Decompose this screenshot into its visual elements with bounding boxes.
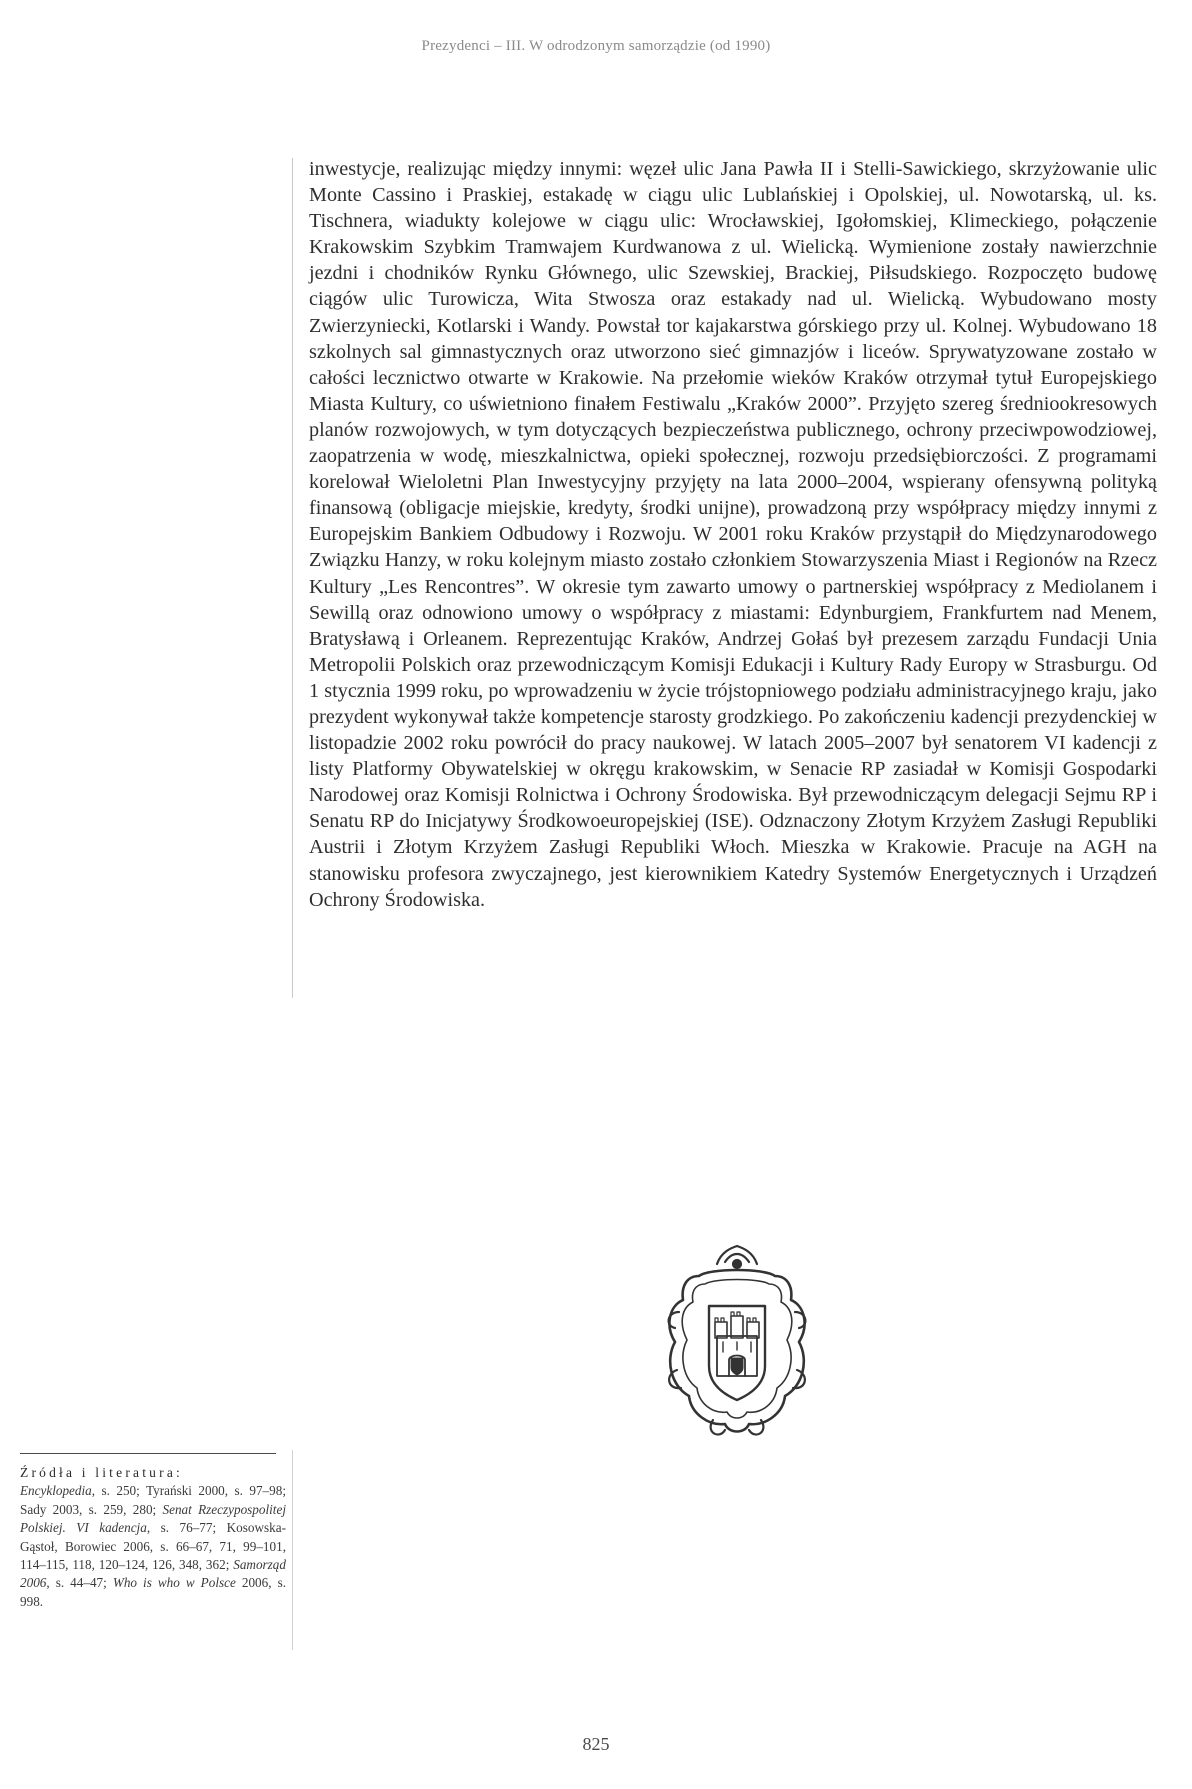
source-title-samorzad: Samorząd 2006 — [20, 1557, 286, 1591]
running-head: Prezydenci – III. W odrodzonym samorządzie (od 1990) — [421, 38, 771, 54]
source-refs-4: 2006, s. 998. — [20, 1575, 287, 1609]
source-refs-1: , s. 250; Tyrański 2000, s. 97–98; Sady 2003, s. 259, 280; — [20, 1483, 286, 1517]
sources-block — [20, 1464, 286, 1611]
source-title-senat: Senat Rzeczypospolitej Polskiej. VI kadencja — [20, 1501, 286, 1536]
source-refs-2: , s. 76–77; Kosowska-Gąstoł, Borowiec 2006, s. 66–67, 71, 99–101, 114–115, 118, 120–124, 126, 348, 362; — [20, 1520, 286, 1573]
margin-rule-bottom — [292, 1450, 293, 1650]
body-paragraph: inwestycje, realizując między innymi: węzeł ulic Jana Pawła II i Stelli-Sawickiego, skrzyżowanie ulic Monte Cassino i Praskiej, estakadę w ciągu ulic Lublańskiej i Opolskiej, ul. Nowotarską, ul. ks. Tischnera, wiadukty kolejowe w ciągu ulic: Wrocławskiej, Igołomskiej, Klimeckiego, połączenie Krakowskim Szybkim Tramwajem Kurdwanowa z ul. Wielicką. Wymienione zostały nawierzchnie jezdni i chodników Rynku Głównego, ulic Szewskiej, Brackiej, Piłsudskiego. Rozpoczęto budowę ciągów ulic Turowicza, Wita Stwosza oraz estakady nad ul. Wielicką. Wybudowano mosty Zwierzyniecki, Kotlarski i Wandy. Powstał tor kajakarstwa górskiego przy ul. Kolnej. Wybudowano 18 szkolnych sal gimnastycznych oraz utworzono sieć gimnazjów i liceów. Sprywatyzowane zostało w całości lecznictwo otwarte w Krakowie. Na przełomie wieków Kraków otrzymał tytuł Europejskiego Miasta Kultury, co uświetniono finałem Festiwalu „Kraków 2000”. Przyjęto szereg średniookresowych planów rozwojowych, w tym dotyczących bezpieczeństwa publicznego, ochrony przeciwpowodziowej, zaopatrzenia w wodę, mieszkalnictwa, opieki społecznej, rozwoju przedsiębiorczości. Z programami korelował Wieloletni Plan Inwestycyjny przyjęty na lata 2000–2004, wspierany ofensywną polityką finansową (obligacje miejskie, kredyty, środki unijne), prowadzoną przy współpracy między innymi z Europejskim Bankiem Odbudowy i Rozwoju. W 2001 roku Kraków przystąpił do Międzynarodowego Związku Hanzy, w roku kolejnym miasto zostało członkiem Stowarzyszenia Miast i Regionów na Rzecz Kultury „Les Rencontres”. W okresie tym zawarto umowy o partnerskiej współpracy z Mediolanem i Sewillą oraz odnowiono umowy o współpracy z miastami: Edynburgiem, Frankfurtem nad Menem, Bratysławą i Orleanem. Reprezentując Kraków, Andrzej Gołaś był prezesem zarządu Fundacji Unia Metropolii Polskich oraz przewodniczącym Komisji Edukacji i Kultury Rady Europy w Strasburgu. Od 1 stycznia 1999 roku, po wprowadzeniu w życie trójstopniowego podziału administracyjnego kraju, jako prezydent wykonywał także kompetencje starosty grodzkiego. Po zakończeniu kadencji prezydenckiej w listopadzie 2002 roku powrócił do pracy naukowej. W latach 2005–2007 był senatorem VI kadencji z listy Platformy Obywatelskiej w okręgu krakowskim, w Senacie RP zasiadał w Komisji Gospodarki Narodowej oraz Komisji Rolnictwa i Ochrony Środowiska. Był przewodniczącym delegacji Sejmu RP i Senatu RP do Inicjatywy Środkowoeuropejskiej (ISE). Odznaczony Złotym Krzyżem Zasługi Republiki Austrii i Złotym Krzyżem Zasługi Republiki Włoch. Mieszka w Krakowie. Pracuje na AGH na stanowisku profesora zwyczajnego, jest kierownikiem Katedry Systemów Energetycznych i Urządzeń Ochrony Środowiska. — [309, 158, 1157, 911]
coat-of-arms-ornament — [659, 1242, 815, 1444]
sources-heading: Źródła i literatura: — [20, 1465, 183, 1480]
sources-text — [20, 1482, 286, 1611]
footnote-rule — [20, 1453, 276, 1454]
source-title-encyklopedia: Encyklopedia — [20, 1483, 92, 1499]
margin-rule-top — [292, 158, 293, 998]
page-number: 825 — [582, 1734, 610, 1754]
source-refs-3: , s. 44–47; — [46, 1575, 113, 1591]
source-title-who-is-who: Who is who w Polsce — [112, 1575, 236, 1591]
